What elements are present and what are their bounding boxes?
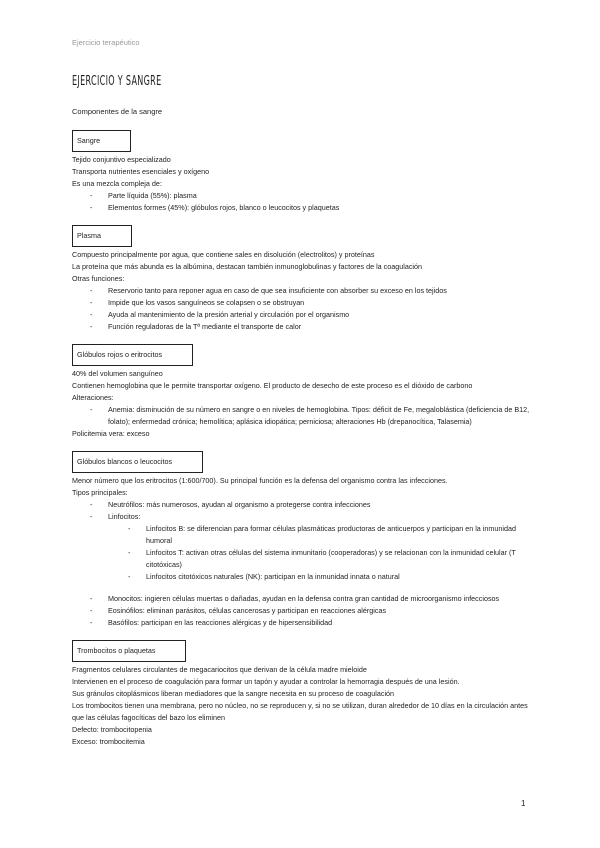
list-item: - Eosinófilos: eliminan parásitos, células cancerosas y participan en reacciones alérgicas [72, 605, 532, 617]
text-line: Transporta nutrientes esenciales y oxígeno [72, 167, 210, 176]
text-line: Es una mezcla compleja de: [72, 179, 162, 188]
heading-box-globulos-rojos: Glóbulos rojos o eritrocitos [72, 344, 193, 366]
bullet-list [72, 285, 532, 333]
heading-box-plasma: Plasma [72, 225, 132, 247]
section-globulos-rojos [72, 344, 532, 440]
heading-box-trombocitos: Trombocitos o plaquetas [72, 640, 186, 662]
list-item: - Neutrófilos: más numerosos, ayudan al organismo a protegerse contra infecciones [72, 499, 532, 511]
list-item: - Función reguladoras de la Tª mediante el transporte de calor [72, 321, 532, 333]
bullet-list [72, 404, 532, 428]
text-line: Sus gránulos citoplásmicos liberan mediadores que la sangre necesita en su proceso de coagulación [72, 689, 395, 698]
text-line: Defecto: trombocitopenia [72, 725, 152, 734]
text-line: La proteína que más abunda es la albúmina, destacan también inmunoglobulinas y factores de la coagulación [72, 262, 423, 271]
heading-box-globulos-blancos: Glóbulos blancos o leucocitos [72, 451, 203, 473]
list-item: - Elementos formes (45%): glóbulos rojos, blanco o leucocitos y plaquetas [72, 202, 532, 214]
text-line: Menor número que los eritrocitos (1:600/700). Su principal función es la defensa del organismo contra las infecciones. [72, 476, 448, 485]
heading-box-sangre: Sangre [72, 130, 131, 152]
bullet-list [72, 593, 532, 629]
text-line: Tipos principales: [72, 488, 128, 497]
text-line: 40% del volumen sanguíneo [72, 369, 163, 378]
section-globulos-blancos [72, 451, 532, 629]
text-line: Otras funciones: [72, 274, 125, 283]
text-line: Exceso: trombocitemia [72, 737, 145, 746]
text-line: Los trombocitos tienen una membrana, pero no núcleo, no se reproducen y, si no se utilizan, duran alrededor de 10 días en la circulación antes que las células fagocíticas del bazo los eliminen [72, 701, 528, 722]
list-item: - Parte líquida (55%): plasma [72, 190, 532, 202]
section-trombocitos [72, 640, 532, 748]
text-line: Policitemia vera: exceso [72, 429, 150, 438]
spacer [72, 583, 532, 593]
text-line: Fragmentos celulares circulantes de megacariocitos que derivan de la célula madre mieloide [72, 665, 367, 674]
list-item: - Basófilos: participan en las reacciones alérgicas y de hipersensibilidad [72, 617, 532, 629]
section-plasma [72, 225, 532, 333]
text-line: Tejido conjuntivo especializado [72, 155, 171, 164]
list-item: - Reservorio tanto para reponer agua en caso de que sea insuficiente con absorber su exceso en los tejidos [72, 285, 532, 297]
document-body [72, 130, 532, 759]
text-line: Alteraciones: [72, 393, 114, 402]
page-header: Ejercicio terapéutico [72, 38, 140, 47]
page-number: 1 [521, 799, 526, 808]
list-item: - Ayuda al mantenimiento de la presión arterial y circulación por el organismo [72, 309, 532, 321]
nested-bullet-list [72, 523, 532, 583]
bullet-list [72, 499, 532, 523]
list-item: - Linfocitos T: activan otras células del sistema inmunitario (cooperadoras) y se relacionan con la inmunidad celular (T citotóxicas) [72, 547, 532, 571]
list-item: - Linfocitos: [72, 511, 532, 523]
list-item: - Impide que los vasos sanguíneos se colapsen o se obstruyan [72, 297, 532, 309]
document-title: EJERCICIO Y SANGRE [72, 74, 162, 89]
list-item: - Monocitos: ingieren células muertas o dañadas, ayudan en la defensa contra gran cantidad de microorganismo infecciosos [72, 593, 532, 605]
text-line: Contienen hemoglobina que le permite transportar oxígeno. El producto de desecho de este proceso es el dióxido de carbono [72, 381, 473, 390]
bullet-list [72, 190, 532, 214]
section-subtitle: Componentes de la sangre [72, 107, 163, 116]
text-line: Intervienen en el proceso de coagulación para formar un tapón y ayudar a controlar la hemorragia después de una lesión. [72, 677, 460, 686]
list-item: - Anemia: disminución de su número en sangre o en niveles de hemoglobina. Tipos: déficit de Fe, megaloblástica (deficiencia de B12, folato); enfermedad crónica; hemolítica; aplásica idiopática; perniciosa; alteraciones Hb (drepanocítica, Talasemia) [72, 404, 532, 428]
list-item: - Linfocitos B: se diferencian para formar células plasmáticas productoras de anticuerpos y participan en la inmunidad humoral [72, 523, 532, 547]
text-line: Compuesto principalmente por agua, que contiene sales en disolución (electrolitos) y proteínas [72, 250, 375, 259]
section-sangre [72, 130, 532, 214]
list-item: - Linfocitos citotóxicos naturales (NK): participan en la inmunidad innata o natural [72, 571, 532, 583]
